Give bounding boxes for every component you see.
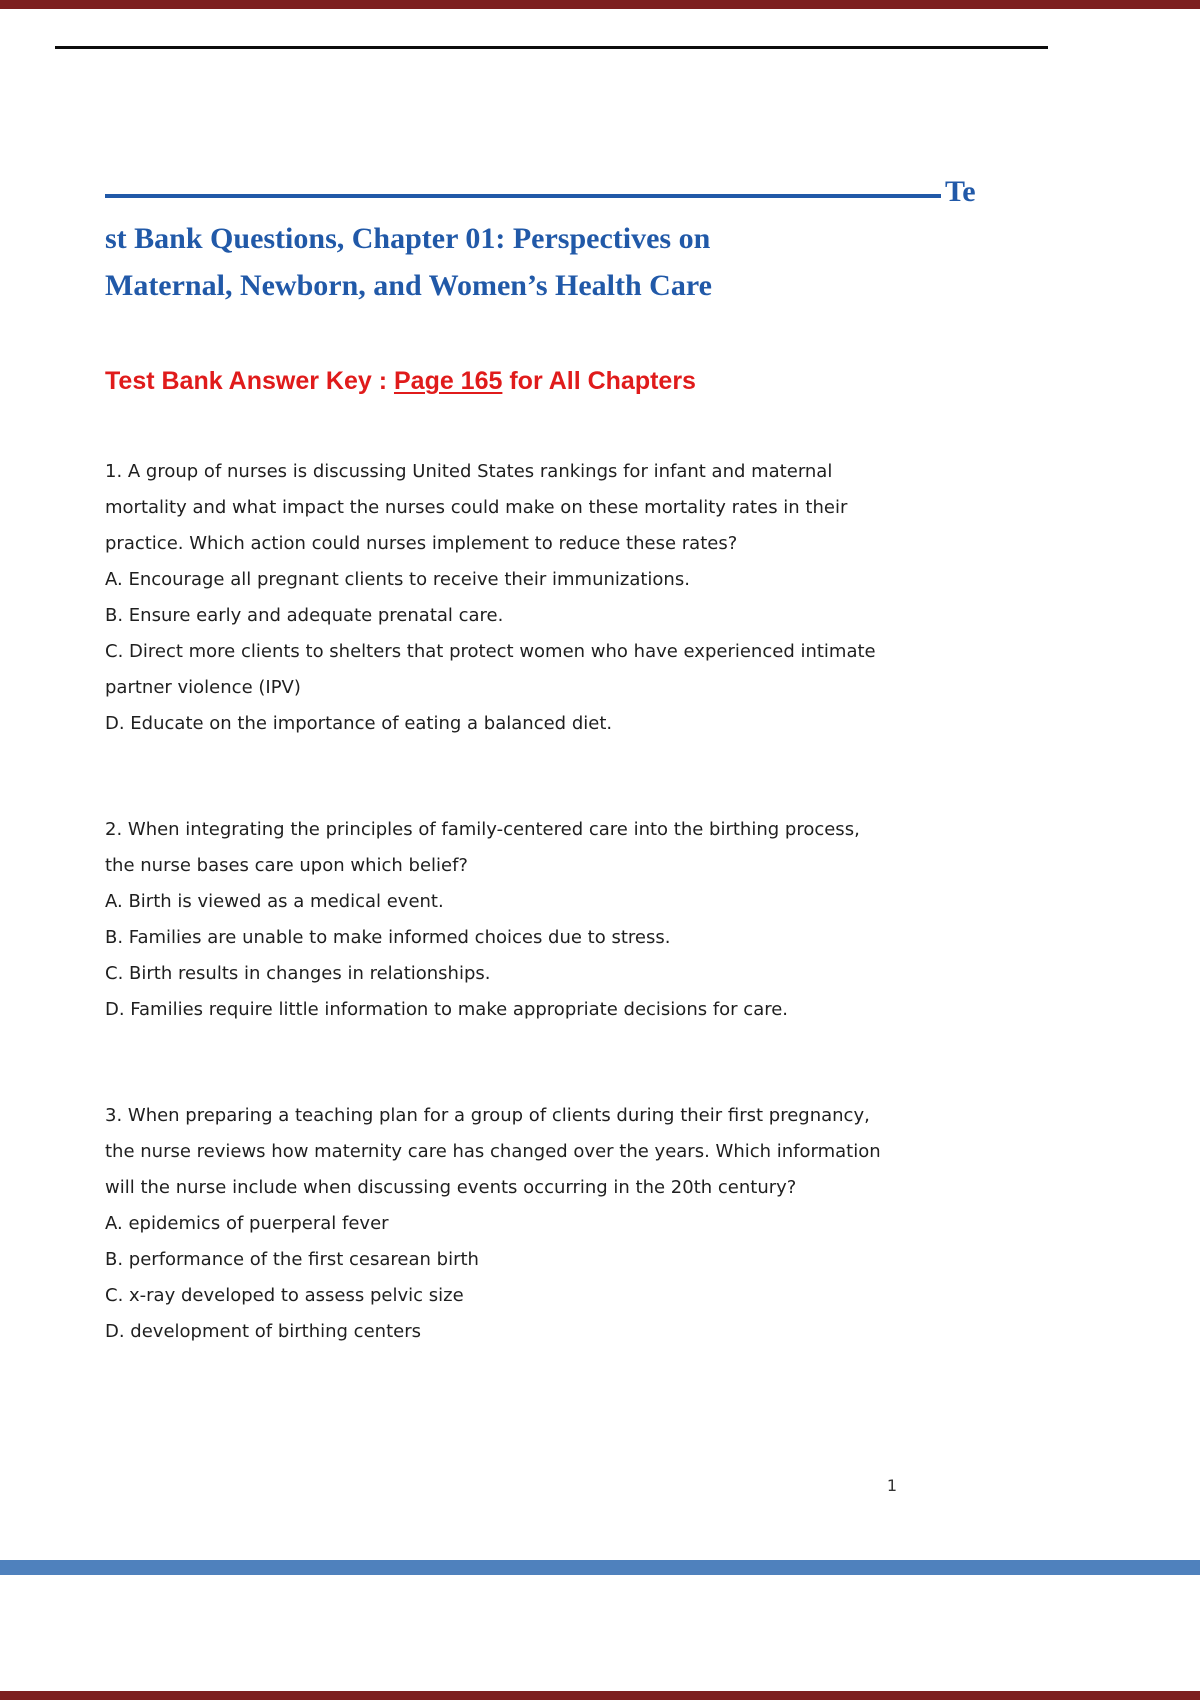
answer-key-page-link[interactable]: Page 165	[393, 367, 503, 395]
bottom-border-bar	[0, 1691, 1200, 1700]
title-line-1	[105, 168, 987, 215]
question-stem-line: 3. When preparing a teaching plan for a group of clients during their first pregnancy,	[105, 1105, 870, 1126]
answer-option-line: D. development of birthing centers	[105, 1321, 421, 1342]
answer-option-b	[105, 1242, 987, 1278]
footer-accent-bar	[0, 1560, 1200, 1575]
answer-option-d	[105, 1314, 987, 1350]
question-stem-line: 1. A group of nurses is discussing United States rankings for infant and maternal	[105, 461, 833, 482]
answer-option-a	[105, 562, 987, 598]
question-stem-line: 2. When integrating the principles of family-centered care into the birthing process,	[105, 819, 860, 840]
question-block-3	[105, 1098, 987, 1350]
answer-key-prefix: Test Bank Answer Key :	[105, 367, 394, 395]
answer-option-d	[105, 992, 987, 1028]
title-line-3: Maternal, Newborn, and Women’s Health Care	[105, 269, 712, 302]
answer-option-a	[105, 884, 987, 920]
question-block-2	[105, 812, 987, 1028]
answer-option-line: A. epidemics of puerperal fever	[105, 1213, 389, 1234]
answer-option-c	[105, 956, 987, 992]
answer-option-line: C. x-ray developed to assess pelvic size	[105, 1285, 464, 1306]
question-stem	[105, 812, 987, 884]
answer-option-line: A. Encourage all pregnant clients to receive their immunizations.	[105, 569, 690, 590]
answer-option-line: C. Direct more clients to shelters that protect women who have experienced intimate	[105, 641, 876, 662]
answer-option-line: B. performance of the first cesarean birth	[105, 1249, 479, 1270]
question-stem-line: practice. Which action could nurses implement to reduce these rates?	[105, 533, 738, 554]
question-block-1	[105, 454, 987, 742]
answer-option-line: A. Birth is viewed as a medical event.	[105, 891, 444, 912]
question-stem	[105, 1098, 987, 1206]
document-title	[105, 168, 987, 309]
question-stem-line: will the nurse include when discussing events occurring in the 20th century?	[105, 1177, 797, 1198]
question-stem-line: the nurse bases care upon which belief?	[105, 855, 468, 876]
answer-option-line: B. Ensure early and adequate prenatal care.	[105, 605, 504, 626]
answer-option-line: D. Families require little information to make appropriate decisions for care.	[105, 999, 789, 1020]
title-underline	[105, 194, 941, 198]
title-line-2: st Bank Questions, Chapter 01: Perspectives on	[105, 222, 711, 255]
question-stem	[105, 454, 987, 562]
question-stem-line: the nurse reviews how maternity care has changed over the years. Which information	[105, 1141, 881, 1162]
answer-option-line: partner violence (IPV)	[105, 677, 301, 698]
answer-key-suffix: for All Chapters	[502, 367, 696, 395]
page-number: 1	[886, 1476, 897, 1495]
title-overflow-text: Te	[945, 175, 976, 208]
answer-option-b	[105, 920, 987, 956]
answer-key-heading	[105, 366, 987, 396]
answer-option-d	[105, 706, 987, 742]
answer-option-b	[105, 598, 987, 634]
answer-option-line: D. Educate on the importance of eating a balanced diet.	[105, 713, 613, 734]
question-list	[105, 454, 987, 1350]
answer-option-c	[105, 1278, 987, 1314]
answer-option-a	[105, 1206, 987, 1242]
answer-option-line: C. Birth results in changes in relationships.	[105, 963, 491, 984]
answer-option-c	[105, 634, 987, 706]
answer-option-line: B. Families are unable to make informed choices due to stress.	[105, 927, 671, 948]
question-stem-line: mortality and what impact the nurses could make on these mortality rates in their	[105, 497, 848, 518]
document-page	[105, 0, 987, 1420]
